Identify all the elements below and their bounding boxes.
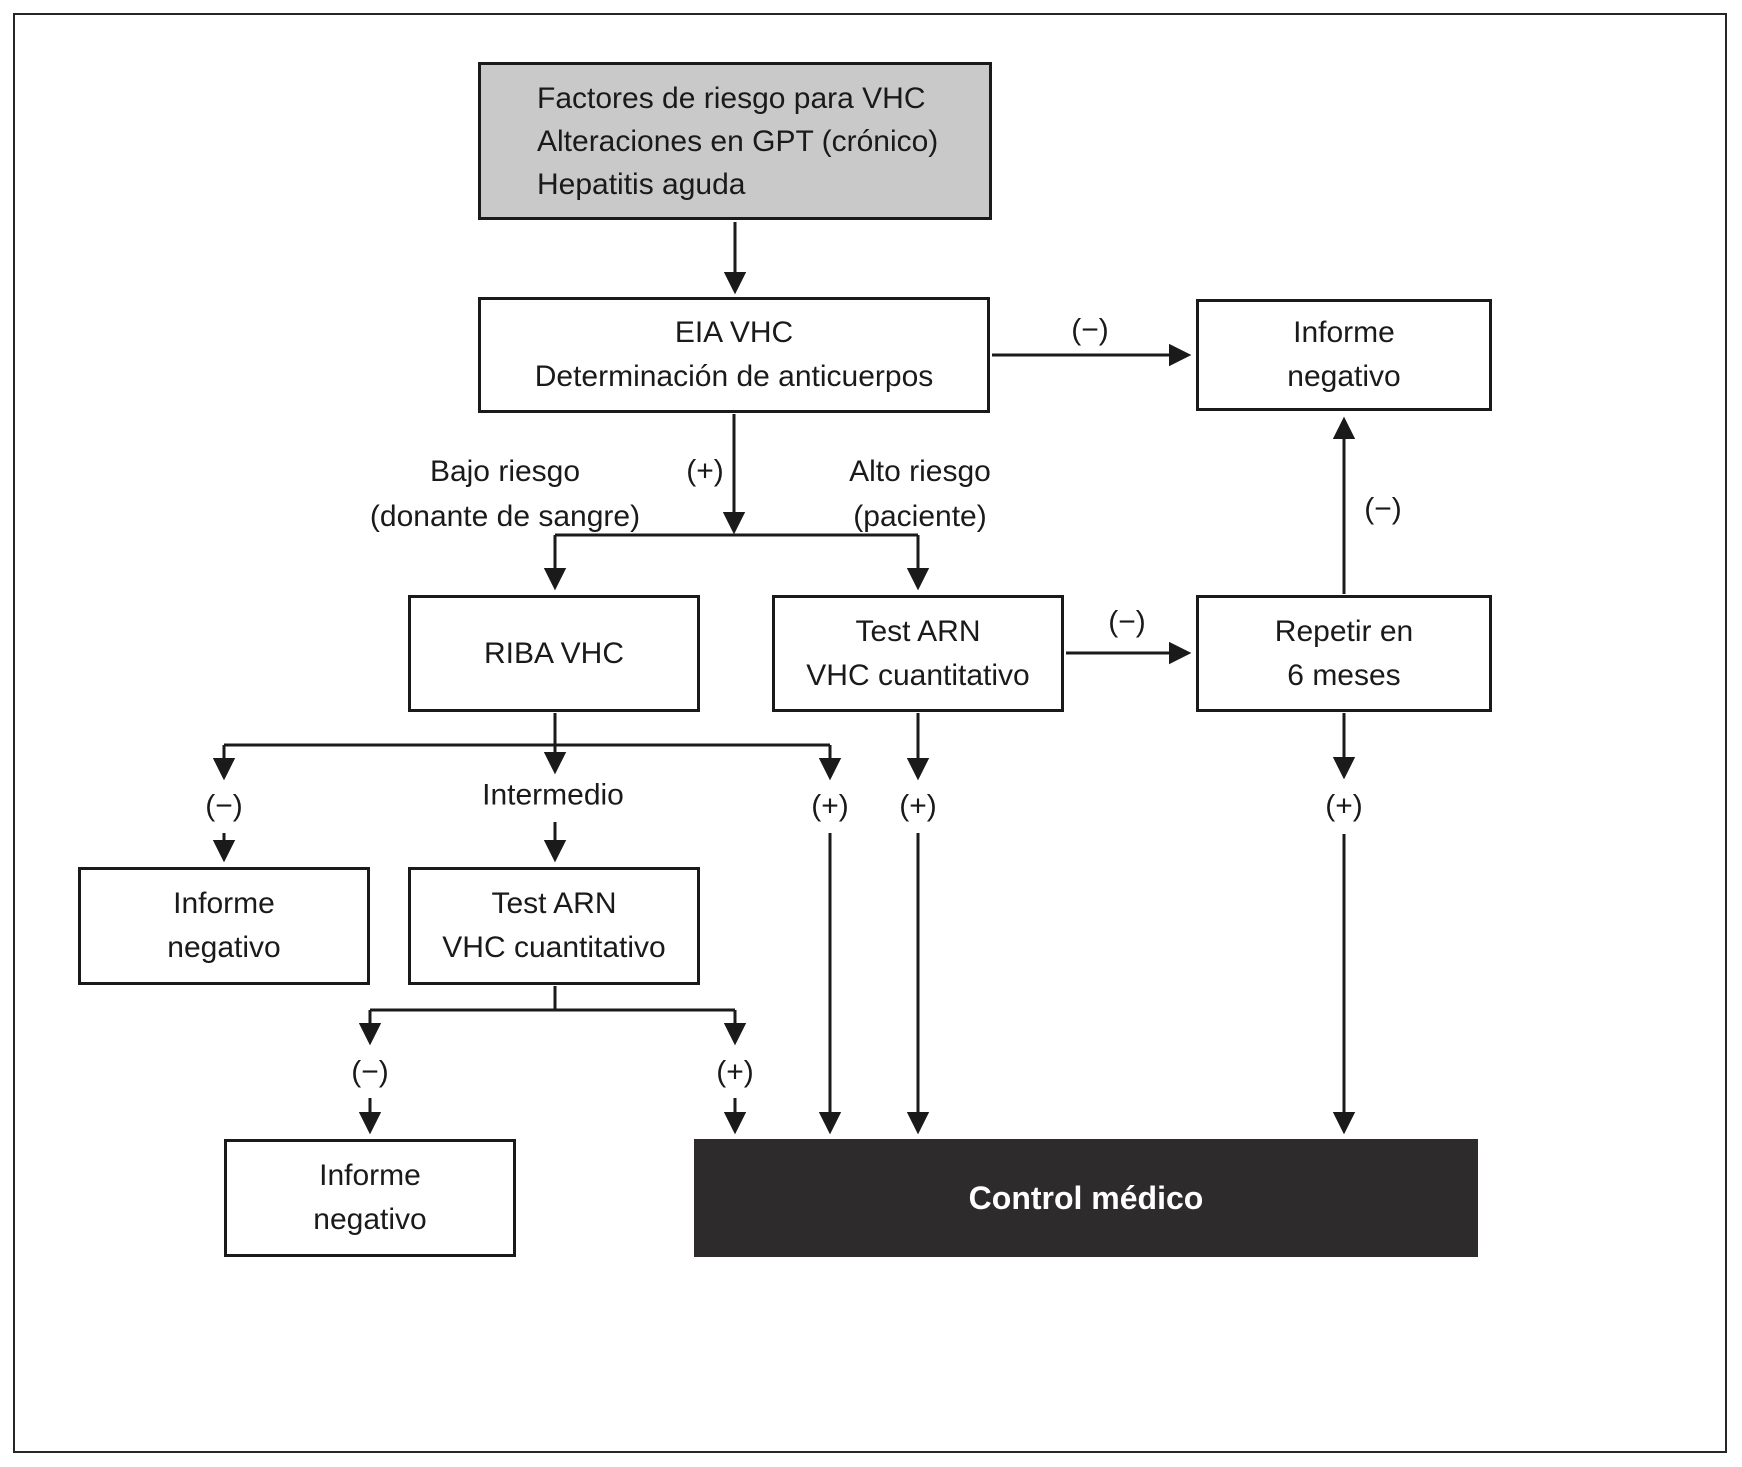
test-arn-alto-line1: Test ARN xyxy=(855,614,981,648)
edge-label-arn-intermedio-positive: (+) xyxy=(716,1055,754,1089)
risk-factors-line1: Factores de riesgo para VHC xyxy=(537,81,926,115)
edge-label-eia-negative: (−) xyxy=(1071,313,1109,347)
node-informe-negativo-riba xyxy=(78,867,370,985)
edge-label-repetir-positive: (+) xyxy=(1325,789,1363,823)
edge-label-riba-intermedio: Intermedio xyxy=(482,778,624,812)
node-riba-vhc xyxy=(408,595,700,712)
alto-riesgo-line2: (paciente) xyxy=(853,500,987,533)
alto-riesgo-line1: Alto riesgo xyxy=(849,455,991,488)
edge-label-arn-intermedio-negative: (−) xyxy=(351,1055,389,1089)
edge-label-riba-negative: (−) xyxy=(205,789,243,823)
eia-line2: Determinación de anticuerpos xyxy=(534,360,934,393)
edge-label-riba-positive: (+) xyxy=(811,789,849,823)
informe-negativo-top-line2: negativo xyxy=(1287,360,1401,393)
informe-negativo-riba-line2: negativo xyxy=(167,931,281,964)
edge-label-arn-negative: (−) xyxy=(1108,605,1146,639)
test-arn-alto-line2: VHC cuantitativo xyxy=(806,658,1030,692)
bajo-riesgo-line1: Bajo riesgo xyxy=(429,455,581,488)
bajo-riesgo-line2: (donante de sangre) xyxy=(369,500,641,533)
risk-factors-line2: Alteraciones en GPT (crónico) xyxy=(537,124,939,158)
edge-label-repetir-negative: (−) xyxy=(1364,492,1402,526)
node-repetir-6-meses xyxy=(1196,595,1492,712)
edge-label-arn-alto-positive: (+) xyxy=(899,789,937,823)
node-test-arn-alto xyxy=(772,595,1064,712)
informe-negativo-riba-line1: Informe xyxy=(173,887,275,920)
node-control-medico xyxy=(694,1139,1478,1257)
edge-label-eia-positive: (+) xyxy=(686,454,724,488)
control-medico-label: Control médico xyxy=(968,1180,1204,1216)
node-test-arn-intermedio xyxy=(408,867,700,985)
informe-negativo-arn-line2: negativo xyxy=(313,1203,427,1236)
riba-line1: RIBA VHC xyxy=(483,636,625,670)
repetir-line2: 6 meses xyxy=(1287,658,1401,692)
node-informe-negativo-arn xyxy=(224,1139,516,1257)
repetir-line1: Repetir en xyxy=(1274,614,1414,648)
eia-line1: EIA VHC xyxy=(674,316,794,349)
edge-label-alto-riesgo xyxy=(849,449,991,539)
risk-factors-line3: Hepatitis aguda xyxy=(537,167,746,201)
node-informe-negativo-top xyxy=(1196,299,1492,411)
node-risk-factors xyxy=(478,62,992,220)
test-arn-intermedio-line2: VHC cuantitativo xyxy=(442,931,666,964)
informe-negativo-arn-line1: Informe xyxy=(319,1159,421,1192)
node-eia-vhc xyxy=(478,297,990,413)
test-arn-intermedio-line1: Test ARN xyxy=(491,887,617,920)
informe-negativo-top-line1: Informe xyxy=(1293,316,1395,349)
edge-label-bajo-riesgo xyxy=(370,449,640,539)
